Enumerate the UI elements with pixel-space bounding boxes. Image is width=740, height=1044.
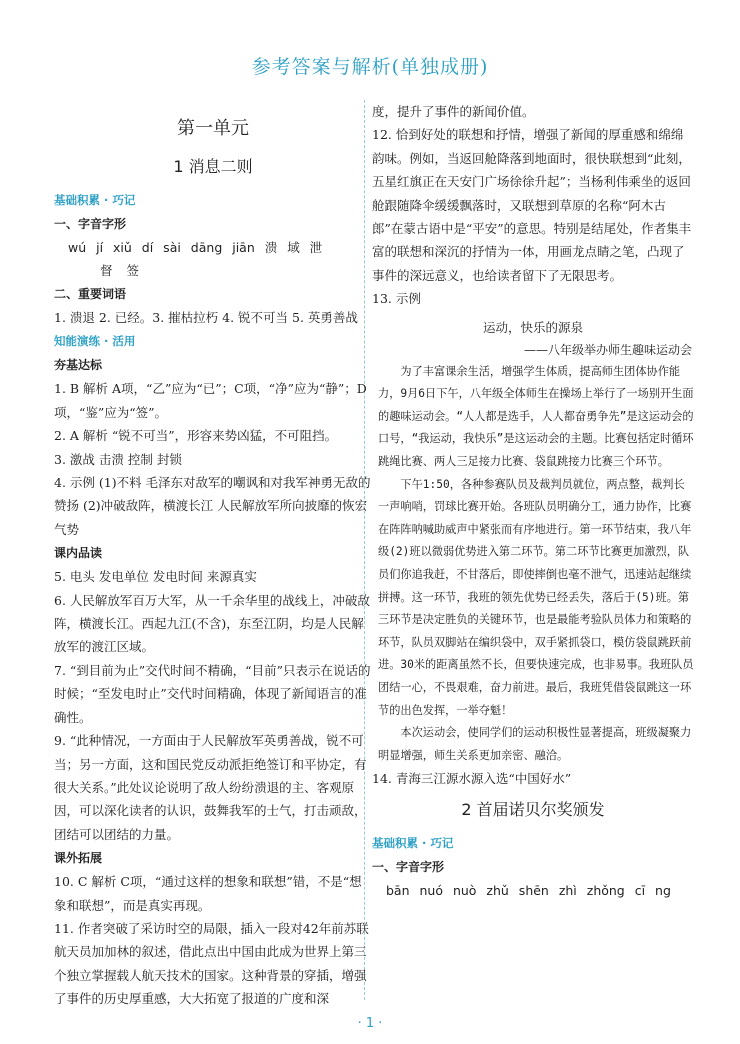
- essay-subtitle: ——八年级举办师生趣味运动会: [523, 342, 692, 357]
- subsection-heading: 课外拓展: [54, 851, 103, 866]
- lesson-heading: 1 消息二则: [173, 157, 253, 176]
- pinyin-line: 督 签: [100, 263, 139, 278]
- pinyin-line: wú jí xiǔ dí sài dāng jiān 溃 域 泄: [68, 240, 323, 255]
- section-tag: 知能演练 · 活用: [54, 334, 136, 349]
- subsection-heading: 一、字音字形: [372, 859, 445, 874]
- lesson-heading: 2 首届诺贝尔奖颁发: [461, 799, 605, 819]
- answer-item: 5. 电头 发电单位 发电时间 来源真实: [54, 569, 257, 585]
- subsection-heading: 一、字音字形: [54, 217, 127, 231]
- essay-paragraph: 本次运动会，使同学们的运动积极性显著提高，班级凝聚力明显增强，师生关系更加亲密、融洽。: [378, 726, 692, 762]
- unit-heading: 第一单元: [177, 118, 249, 139]
- essay-paragraph: 为了丰富课余生活，增强学生体质，提高师生团体协作能力，9月6日下午，八年级全体师生在操场上举行了一场别开生面的趣味运动会。“人人都是选手，人人都奋勇争先”是这运动会的口号，“我运动，我快乐”是这运动会的主题。比赛包括定时循环跳绳比赛、两人三足接力比赛、袋鼠跳接力比赛三个环节。: [378, 364, 694, 469]
- right-column: [372, 100, 694, 902]
- answer-item: 1. B 解析 A项，“乙”应为“已”；C项，“净”应为“静”；D项，“鉴”应为“签”。: [54, 381, 367, 420]
- section-tag: 基础积累 · 巧记: [372, 835, 454, 850]
- answer-item: 2. A 解析 “锐不可当”，形容来势凶猛，不可阻挡。: [54, 428, 338, 444]
- page-title: 参考答案与解析(单独成册): [251, 56, 489, 78]
- essay-paragraph: 下午1:50，各种参赛队员及裁判员就位，两点整，裁判长一声响哨，罚球比赛开始。各班队员明确分工，通力协作，比赛在阵阵呐喊助威声中紧张而有序地进行。第一环节结束，我八年级(2)班以微弱优势进入第二环节。第二环节比赛更加激烈，队员们你追我赶，不甘落后，即使摔倒也毫不泄气，迅速站起继续拼搏。这一环节，我班的领先优势已经丢失，落后于(5)班。第三环节是决定胜负的关键环节，也是最能考验队员体力和策略的环节，队员双脚站在编织袋中，双手紧抓袋口，模仿袋鼠跳跃前进。30米的距离虽然不长，但要快速完成，也非易事。我班队员团结一心，不畏艰难，奋力前进。最后，我班凭借袋鼠跳这一环节的出色发挥，一举夺魁！: [378, 477, 694, 717]
- essay-title: 运动，快乐的源泉: [482, 319, 583, 335]
- subsection-heading: 夯基达标: [54, 358, 103, 373]
- answer-item: 10. C 解析 C项，“通过这样的想象和联想”错，不是“想象和联想”，而是真实再现。: [54, 874, 362, 913]
- answer-item: 12. 恰到好处的联想和抒情，增强了新闻的厚重感和绵绵韵味。例如，当返回舱降落到地面时，很快联想到“此刻，五星红旗正在天安门广场徐徐升起”；当杨利伟乘坐的返回舱跟随降伞缓缓飘落时，又联想到草原的名称“阿木古郎”在蒙古语中是“平安”的意思。特别是结尾处，作者集丰富的联想和深沉的抒情为一体，用画龙点睛之笔，凸现了事件的深远意义，也给读者留下了无限思考。: [372, 127, 692, 283]
- subsection-heading: 课内品读: [54, 546, 103, 561]
- left-column: [54, 100, 372, 1011]
- page-number: · 1 ·: [357, 1016, 383, 1031]
- answer-item: 7. “到目前为止”交代时间不精确，“目前”只表示在说话的时候；“至发电时止”交代时间精确，体现了新闻语言的准确性。: [54, 662, 371, 725]
- answer-item: 14. 青海三江源水源入选“中国好水”: [372, 771, 572, 787]
- answer-item: 6. 人民解放军百万大军，从一千余华里的战线上，冲破敌阵，横渡长江。西起九江(不含)，东至江阴，均是人民解放军的渡江区域。: [54, 592, 370, 655]
- answer-item: 13. 示例: [372, 291, 421, 307]
- pinyin-line: bān nuó nuò zhǔ shēn zhì zhǒng cī ng: [386, 882, 671, 898]
- answer-item: 3. 激战 击溃 控制 封锁: [54, 451, 182, 467]
- section-tag: 基础积累 · 巧记: [54, 193, 136, 207]
- answer-item: 4. 示例 (1)不料 毛泽东对敌军的嘲讽和对我军神勇无敌的赞扬 (2)冲破敌阵，横渡长江 人民解放军所向披靡的恢宏气势: [54, 475, 371, 537]
- answer-item: 1. 溃退 2. 已经。3. 摧枯拉朽 4. 锐不可当 5. 英勇善战: [54, 310, 358, 325]
- answer-continuation: 度，提升了事件的新闻价值。: [372, 104, 535, 119]
- answer-item: 11. 作者突破了采访时空的局限，插入一段对42年前苏联航天员加加林的叙述，借此点出中国由此成为世界上第三个独立掌握载人航天技术的国家。这种背景的穿插，增强了事件的历史厚重感，大大拓宽了报道的广度和深: [54, 920, 369, 1007]
- answer-item: 9. “此种情况，一方面由于人民解放军英勇善战，锐不可当；另一方面，这和国民党反动派拒绝签订和平协定，有很大关系。”此处议论说明了敌人纷纷溃退的主、客观原因，可以深化读者的认识，鼓舞我军的士气，打击顽敌，团结可以团结的力量。: [54, 733, 367, 842]
- subsection-heading: 二、重要词语: [54, 287, 127, 301]
